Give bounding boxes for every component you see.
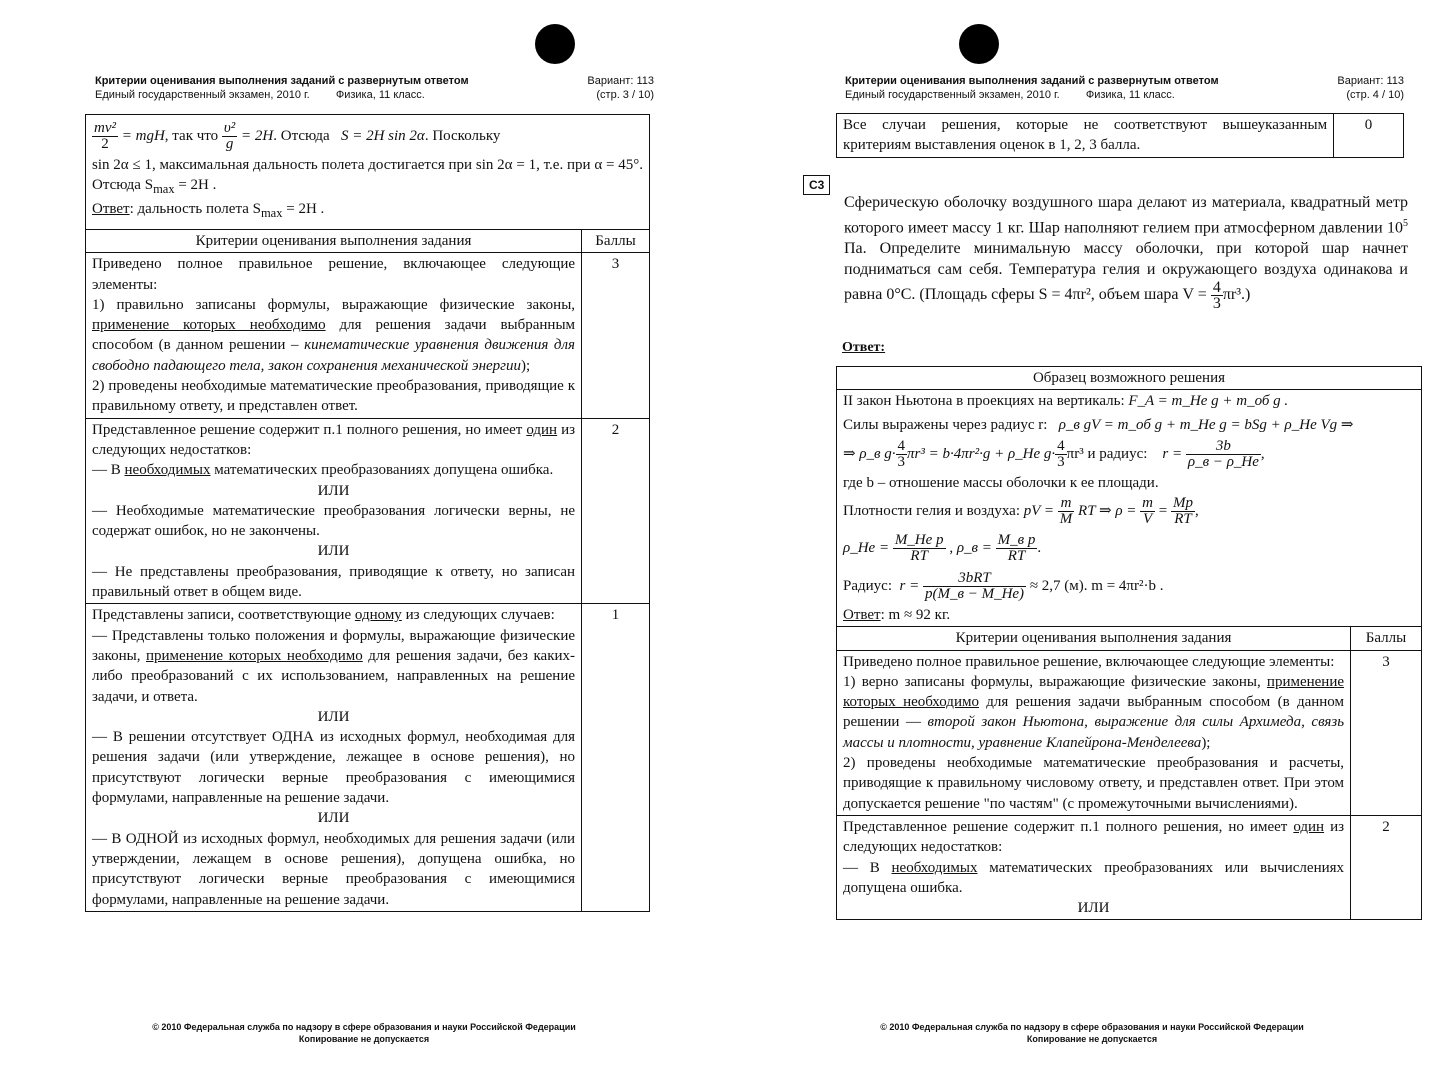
solution-line	[843, 605, 1415, 625]
points-cell-3: 3	[582, 253, 650, 418]
criteria-header: Критерии оценивания выполнения задания	[837, 627, 1351, 650]
fraction-numerator: m	[1058, 496, 1075, 512]
text-span: кинематические уравнения движения для свободно падающего тела, закон сохранения механической энергии	[92, 337, 576, 374]
solution-line: где b – отношение массы оболочки к ее площади.	[843, 475, 1159, 492]
or-separator: ИЛИ	[317, 543, 350, 560]
fraction-numerator: M_He p	[894, 532, 944, 549]
text-span: математических преобразованиях или вычислениях допущена ошибка.	[843, 859, 1345, 896]
points-cell-0: 0	[1334, 114, 1404, 158]
fraction-rho-he	[893, 533, 946, 564]
text-span: один	[1293, 818, 1325, 835]
solution-text: , так что	[164, 128, 219, 144]
points-header: Баллы	[582, 230, 650, 253]
criteria-table-right	[836, 366, 1422, 920]
fraction-4-3: $\frac{4}{3}$	[1212, 279, 1221, 313]
criteria-cell-0: Все случаи решения, которые не соответствуют вышеуказанным критериям выставления оценок в 1, 2, 3 балла.	[837, 114, 1334, 158]
page-header	[95, 74, 515, 102]
text-span: πr³ и радиус:	[1066, 446, 1148, 463]
fraction-radius	[1186, 439, 1261, 470]
formula: ≈ 2,7 (м). m = 4πr²·b .	[1029, 578, 1164, 595]
header-exam-line	[95, 88, 515, 102]
criteria-text	[843, 817, 1344, 858]
criteria-table-zero	[836, 113, 1404, 158]
text-span: II закон Ньютона в проекциях на вертикаль:	[843, 393, 1125, 410]
criteria-cell-2	[86, 418, 582, 604]
points-cell-3: 3	[1351, 650, 1422, 815]
fraction-denominator: ρ_в − ρ_He	[1187, 454, 1259, 471]
sample-header-row	[837, 367, 1422, 390]
criteria-cell-1	[86, 604, 582, 911]
table-header-row	[86, 230, 650, 253]
header-variant: Вариант: 113	[1337, 75, 1404, 87]
header-variant: Вариант: 113	[587, 75, 654, 87]
formula: =	[1158, 503, 1168, 520]
fraction-denominator: M	[1059, 511, 1073, 528]
text-span: применение которых необходимо	[145, 647, 363, 664]
fraction-denominator: p(M_в − M_He)	[924, 586, 1025, 603]
fraction-numerator: 3b	[1186, 439, 1261, 455]
text-span: );	[521, 357, 531, 374]
answer-subscript: max	[260, 206, 283, 220]
header-page-number: (стр. 3 / 10)	[596, 89, 654, 101]
solution-subscript: max	[153, 182, 175, 196]
text-span: необходимых	[124, 462, 211, 479]
fraction-denominator: RT	[910, 548, 928, 565]
fraction-numerator: M_в p	[997, 532, 1036, 549]
criteria-text	[92, 295, 575, 376]
page-footer	[728, 1021, 1456, 1045]
criteria-table-left	[85, 114, 650, 912]
text-span: );	[1201, 734, 1211, 751]
solution-text: = 2H .	[174, 177, 217, 193]
criteria-cell-3	[837, 650, 1351, 815]
criteria-row-3	[86, 253, 650, 418]
fraction-numerator: 3bRT	[923, 571, 1026, 587]
points-cell-2: 2	[1351, 815, 1422, 919]
text-span: Сферическую оболочку воздушного шара делают из материала, квадратный метр которого имеет массу 1 кг. Шар наполняют гелием при атмосферном давлении 10	[844, 194, 1408, 237]
criteria-text	[843, 672, 1344, 753]
text-span: πr³.)	[1222, 286, 1251, 304]
formula: RT ⇒ ρ =	[1078, 503, 1137, 520]
header-subject: Физика, 11 класс.	[1085, 89, 1175, 101]
table-header-row	[837, 627, 1422, 650]
sample-header: Образец возможного решения	[837, 367, 1422, 390]
criteria-row-1	[86, 604, 650, 911]
footer-copyright: © 2010 Федеральная служба по надзору в сфере образования и науки Российской Федерации	[152, 1022, 576, 1032]
fraction-numerator: Mp	[1172, 495, 1193, 512]
criteria-text	[92, 420, 575, 461]
page-header-variant	[548, 74, 654, 102]
text-span: применение которых необходимо	[92, 317, 326, 334]
header-title: Критерии оценивания выполнения заданий с развернутым ответом	[845, 75, 1219, 87]
fraction-radius-final	[923, 571, 1026, 602]
solution-text: . Поскольку	[424, 128, 501, 144]
points-cell-1: 1	[582, 604, 650, 911]
text-sup: 5	[1403, 218, 1408, 229]
text-span: Силы выражены через радиус r:	[843, 417, 1048, 434]
text-span: Представленное решение содержит п.1 полного решения, но имеет	[843, 818, 1294, 835]
text-span: Радиус:	[843, 578, 892, 595]
answer-label: Ответ	[92, 201, 130, 217]
answer-text: = 2H .	[282, 201, 325, 217]
header-exam-line	[845, 88, 1265, 102]
text-span: Па. Определите минимальную массу оболочки, при которой шар начнет подниматься сам себя. Температура гелия и окружающего воздуха одинакова и равна 0°С. (Площадь сферы S = 4πr², объем шара V =	[844, 240, 1408, 304]
or-separator: ИЛИ	[317, 810, 350, 827]
page-right	[728, 0, 1456, 1066]
text-span: — В	[92, 462, 125, 479]
text-span: из следующих недостатков:	[843, 818, 1345, 856]
answer-label: Ответ:	[842, 340, 886, 355]
page-header	[845, 74, 1265, 102]
formula: , ρ_в =	[949, 540, 992, 557]
text-span: 1) правильно записаны формулы, выражающие физические законы,	[92, 296, 576, 313]
criteria-text: 2) проведены необходимые математические преобразования и расчеты, приводящие к правильному числовому ответу, и представлен ответ. При этом допускается решение "по частям" (с промежуточными вычислениями).	[843, 755, 1345, 812]
solution-end-row	[86, 115, 650, 230]
task-id-badge: С3	[803, 175, 830, 195]
formula: pV =	[1023, 503, 1055, 520]
points-cell-2: 2	[582, 418, 650, 604]
text-span: необходимых	[891, 859, 978, 876]
formula: ρ_в gV = m_об g + m_He g = bSg + ρ_He Vg ⇒	[1058, 417, 1354, 434]
footer-no-copy: Копирование не допускается	[1026, 1034, 1158, 1044]
criteria-text: — Необходимые математические преобразования логически верны, не содержат ошибок, но не закончены.	[92, 502, 576, 540]
fraction-m-V	[1140, 496, 1155, 527]
header-subject: Физика, 11 класс.	[335, 89, 425, 101]
text-span: 1) верно записаны формулы, выражающие физические законы,	[843, 673, 1267, 690]
text-span: применение которых необходимо	[843, 673, 1345, 711]
or-separator: ИЛИ	[1077, 900, 1110, 917]
header-exam: Единый государственный экзамен, 2010 г.	[845, 89, 1060, 101]
criteria-text: — В решении отсутствует ОДНА из исходных формул, необходимая для решения задачи (или утверждение, лежащее в основе решения), но присутствуют логически верные преобразования с имеющимися формулами, направленные на решение задачи.	[92, 729, 576, 807]
task-text	[844, 192, 1408, 311]
criteria-text: Приведено полное правильное решение, включающее следующие элементы:	[92, 256, 576, 293]
solution-line	[843, 567, 1415, 605]
solution-end-cell: $\frac{\text{mv²}}{2}$ = mgH, так что $\frac{\text{υ²}}{g}$ = 2H. Отсюда S = 2H sin 2α. Поскольку sin 2α ≤ 1, максимальная дальность полета достигается при sin 2α = 1, т.е. при α = 45°. Отсюда $S_{max} = 2H$ . Ответ: дальность полета $S_{max} = 2H$ .	[86, 115, 650, 230]
criteria-row-3	[837, 650, 1422, 815]
solution-row	[837, 390, 1422, 627]
criteria-text: Приведено полное правильное решение, включающее следующие элементы:	[843, 653, 1335, 670]
criteria-text	[92, 460, 575, 480]
answer-text: : дальность полета S	[129, 201, 261, 217]
text-span: для решения задачи выбранным способом (в данном решении –	[92, 317, 576, 354]
fraction-4-3: $\frac{4}{3}$	[1057, 438, 1065, 471]
fraction-denominator: RT	[1007, 548, 1026, 565]
text-span: для решения задачи выбранным способом (в данном решении —	[843, 694, 1345, 731]
solution-line: Плотности гелия и воздуха: pV = $\frac{m}{M}$ RT ⇒ ρ = $\frac{m}{V}$ = $\frac{Mp}{RT}$ ,	[843, 495, 1199, 528]
criteria-text	[92, 626, 575, 707]
fraction-Mp-RT	[1171, 496, 1195, 527]
header-title: Критерии оценивания выполнения заданий с развернутым ответом	[95, 75, 469, 87]
criteria-text: 2) проведены необходимые математические преобразования, приводящие к правильному ответу, и представлен ответ.	[92, 378, 576, 415]
formula: πr³ = b·4πr²·g + ρ_He g·	[907, 446, 1056, 463]
criteria-cell-2	[837, 815, 1351, 919]
text-span: математических преобразованиях допущена ошибка.	[210, 462, 554, 479]
text-span: Представлены записи, соответствующие	[92, 607, 355, 624]
criteria-row-2	[86, 418, 650, 604]
solution-line	[843, 415, 1415, 435]
fraction-numerator: m	[1142, 495, 1153, 512]
or-separator: ИЛИ	[317, 482, 350, 499]
or-separator: ИЛИ	[317, 708, 350, 725]
answer-value: : m ≈ 92 кг.	[880, 607, 951, 624]
solution-text: sin 2α ≤ 1, максимальная дальность полета достигается при sin 2α = 1, т.е. при α = 45°. Отсюда S	[92, 157, 643, 193]
text-span: из следующих недостатков:	[92, 421, 576, 458]
text-span: — Представлены только положения и формулы, выражающие физические законы,	[92, 627, 576, 664]
header-exam: Единый государственный экзамен, 2010 г.	[95, 89, 310, 101]
criteria-cell-3	[86, 253, 582, 418]
criteria-header: Критерии оценивания выполнения задания	[86, 230, 582, 253]
formula: r =	[899, 578, 920, 595]
formula: ⇒ ρ_в g·	[843, 446, 896, 463]
page-header-variant	[1298, 74, 1404, 102]
formula-v2-over-g: $\frac{\text{υ²}}{g}$	[223, 120, 236, 153]
solution-text: . Отсюда	[273, 128, 330, 144]
text-span: Представленное решение содержит п.1 полного решения, но имеет	[92, 421, 527, 438]
solution-cell	[837, 390, 1422, 627]
fraction-denominator: V	[1142, 511, 1153, 528]
text-span: для решения задачи, без каких-либо преобразований с их использованием, направленных на решение задачи, и ответа.	[92, 647, 576, 705]
formula-kinetic-energy: $\frac{\text{mv²}}{2}$	[94, 120, 116, 153]
footer-no-copy: Копирование не допускается	[298, 1034, 430, 1044]
fraction-4-3: $\frac{4}{3}$	[897, 438, 906, 471]
binding-hole-dot	[959, 24, 999, 64]
answer-label: Ответ	[843, 607, 881, 624]
text-span: один	[526, 421, 558, 438]
fraction-m-M	[1058, 496, 1075, 527]
solution-line	[843, 391, 1415, 411]
criteria-row-0	[837, 114, 1404, 158]
text-span: — В	[843, 859, 892, 876]
header-page-number: (стр. 4 / 10)	[1346, 89, 1404, 101]
criteria-text: — В ОДНОЙ из исходных формул, необходимых для решения задачи (или утверждении, лежащем в основе решения), допущена ошибка, но присутствуют логически верные преобразования с имеющимися формулами, направленные на решение задачи.	[92, 830, 576, 908]
formula: r =	[1162, 446, 1183, 463]
fraction-denominator: RT	[1174, 511, 1192, 528]
text-span: Плотности гелия и воздуха:	[843, 503, 1021, 520]
binding-hole-dot	[535, 24, 575, 64]
criteria-row-2	[837, 815, 1422, 919]
text-span: одному	[354, 607, 402, 624]
points-header: Баллы	[1351, 627, 1422, 650]
footer-copyright: © 2010 Федеральная служба по надзору в сфере образования и науки Российской Федерации	[880, 1022, 1304, 1032]
solution-line: ρ_He = $\frac{\text{M\_He p}}{RT}$ , ρ_в = $\frac{\text{M\_в p}}{RT}$ .	[843, 532, 1042, 565]
text-span: из следующих случаев:	[401, 607, 555, 624]
criteria-text	[843, 858, 1344, 899]
criteria-text	[92, 605, 575, 625]
page-footer	[0, 1021, 728, 1045]
criteria-text: — Не представлены преобразования, приводящие к ответу, но записан правильный ответ в общем виде.	[92, 563, 576, 601]
formula: ρ_He =	[843, 540, 890, 557]
formula: F_A = m_He g + m_об g .	[1128, 393, 1289, 410]
fraction-rho-air	[996, 533, 1038, 564]
text-span: второй закон Ньютона, выражение для силы Архимеда, связь массы и плотности, уравнение Клапейрона-Менделеева	[843, 714, 1345, 751]
solution-line: ⇒ ρ_в g· $\frac{4}{3}$ πr³ = b·4πr²·g + ρ_He g· $\frac{4}{3}$ πr³ и радиус: r = $\frac{3b}{\rho\_в - \rho\_He}$ ,	[843, 438, 1265, 471]
